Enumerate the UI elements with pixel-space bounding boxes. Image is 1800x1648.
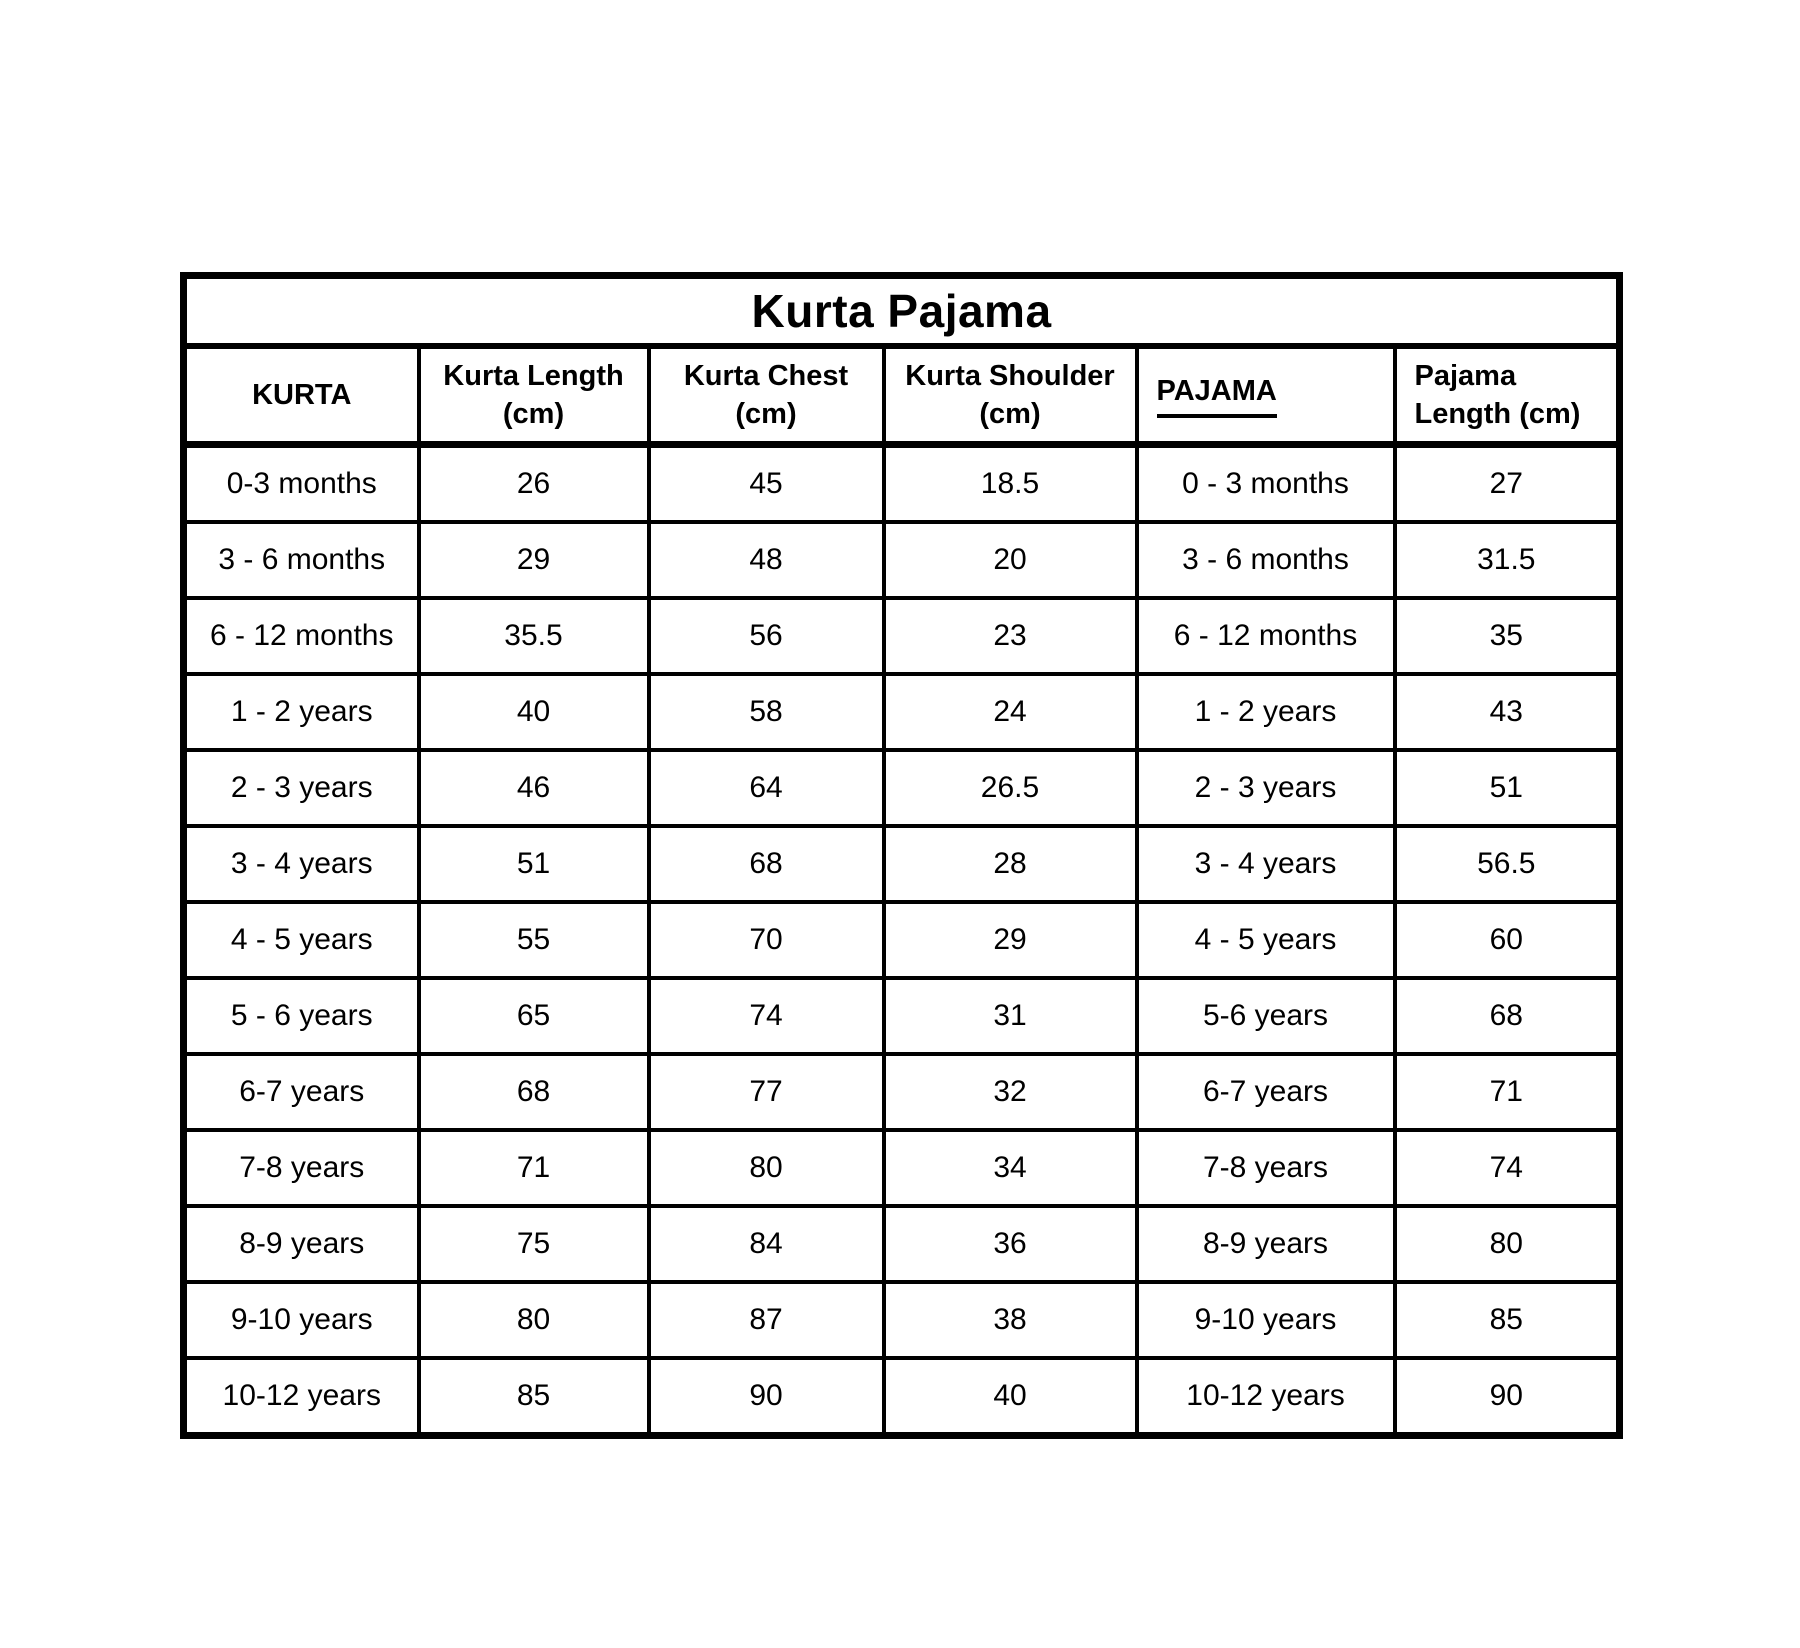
- pajama-length-value-cell: 27: [1395, 445, 1620, 523]
- pajama-size-cell: 3 - 6 months: [1137, 522, 1395, 598]
- table-row: [184, 522, 1620, 598]
- kurta-length-value-cell: 46: [419, 750, 649, 826]
- kurta-size-cell: 5 - 6 years: [184, 978, 419, 1054]
- kurta-shoulder-value-cell: 31: [884, 978, 1137, 1054]
- table-row: [184, 1206, 1620, 1282]
- kurta-shoulder-value-cell: 32: [884, 1054, 1137, 1130]
- kurta-chest-value-cell: 48: [649, 522, 884, 598]
- kurta-chest-value-cell: 64: [649, 750, 884, 826]
- kurta-chest-value-cell: 58: [649, 674, 884, 750]
- pajama-size-cell: 2 - 3 years: [1137, 750, 1395, 826]
- kurta-length-value-cell: 71: [419, 1130, 649, 1206]
- pajama-size-cell: 6 - 12 months: [1137, 598, 1395, 674]
- pajama-length-value-cell: 80: [1395, 1206, 1620, 1282]
- header-pajama-length: [1395, 346, 1620, 445]
- header-pajama-length-line1: Pajama: [1414, 359, 1517, 392]
- kurta-size-cell: 6-7 years: [184, 1054, 419, 1130]
- header-kurta-shoulder-line2: (cm): [979, 398, 1041, 430]
- pajama-size-cell: 8-9 years: [1137, 1206, 1395, 1282]
- kurta-chest-value-cell: 70: [649, 902, 884, 978]
- kurta-size-cell: 3 - 6 months: [184, 522, 419, 598]
- kurta-size-cell: 10-12 years: [184, 1358, 419, 1436]
- kurta-chest-value-cell: 87: [649, 1282, 884, 1358]
- kurta-size-cell: 4 - 5 years: [184, 902, 419, 978]
- pajama-length-value-cell: 71: [1395, 1054, 1620, 1130]
- kurta-length-value-cell: 55: [419, 902, 649, 978]
- table-row: [184, 674, 1620, 750]
- title-row: [184, 276, 1620, 347]
- kurta-chest-value-cell: 77: [649, 1054, 884, 1130]
- kurta-length-value-cell: 68: [419, 1054, 649, 1130]
- table-row: [184, 1282, 1620, 1358]
- pajama-length-value-cell: 85: [1395, 1282, 1620, 1358]
- pajama-length-value-cell: 51: [1395, 750, 1620, 826]
- pajama-size-cell: 4 - 5 years: [1137, 902, 1395, 978]
- kurta-size-cell: 3 - 4 years: [184, 826, 419, 902]
- kurta-chest-value-cell: 74: [649, 978, 884, 1054]
- table-row: [184, 445, 1620, 523]
- kurta-chest-value-cell: 90: [649, 1358, 884, 1436]
- kurta-length-value-cell: 26: [419, 445, 649, 523]
- kurta-shoulder-value-cell: 26.5: [884, 750, 1137, 826]
- header-kurta-shoulder-line1: Kurta Shoulder: [905, 359, 1115, 392]
- kurta-chest-value-cell: 68: [649, 826, 884, 902]
- header-kurta-shoulder: [884, 346, 1137, 445]
- pajama-length-value-cell: 68: [1395, 978, 1620, 1054]
- pajama-length-value-cell: 56.5: [1395, 826, 1620, 902]
- kurta-length-value-cell: 75: [419, 1206, 649, 1282]
- kurta-size-cell: 2 - 3 years: [184, 750, 419, 826]
- kurta-length-value-cell: 80: [419, 1282, 649, 1358]
- pajama-size-cell: 0 - 3 months: [1137, 445, 1395, 523]
- table-body: [184, 445, 1620, 1436]
- kurta-chest-value-cell: 80: [649, 1130, 884, 1206]
- kurta-shoulder-value-cell: 34: [884, 1130, 1137, 1206]
- pajama-size-cell: 10-12 years: [1137, 1358, 1395, 1436]
- pajama-size-cell: 9-10 years: [1137, 1282, 1395, 1358]
- table-row: [184, 826, 1620, 902]
- header-kurta-length-line2: (cm): [502, 398, 565, 430]
- size-chart-table: [180, 272, 1623, 1439]
- table-row: [184, 1054, 1620, 1130]
- pajama-length-value-cell: 60: [1395, 902, 1620, 978]
- pajama-length-value-cell: 43: [1395, 674, 1620, 750]
- kurta-size-cell: 9-10 years: [184, 1282, 419, 1358]
- kurta-shoulder-value-cell: 29: [884, 902, 1137, 978]
- kurta-chest-value-cell: 56: [649, 598, 884, 674]
- pajama-size-cell: 6-7 years: [1137, 1054, 1395, 1130]
- pajama-size-cell: 7-8 years: [1137, 1130, 1395, 1206]
- kurta-length-value-cell: 51: [419, 826, 649, 902]
- header-kurta-chest: [649, 346, 884, 445]
- header-kurta-label: KURTA: [252, 378, 352, 411]
- pajama-size-cell: 5-6 years: [1137, 978, 1395, 1054]
- header-pajama: [1137, 346, 1395, 445]
- kurta-size-cell: 7-8 years: [184, 1130, 419, 1206]
- header-kurta-length: [419, 346, 649, 445]
- header-row: [184, 346, 1620, 445]
- header-kurta-length-line1: Kurta Length: [443, 359, 624, 392]
- kurta-shoulder-value-cell: 23: [884, 598, 1137, 674]
- table-row: [184, 1358, 1620, 1436]
- kurta-length-value-cell: 85: [419, 1358, 649, 1436]
- header-kurta-chest-line1: Kurta Chest: [683, 359, 849, 392]
- kurta-shoulder-value-cell: 40: [884, 1358, 1137, 1436]
- kurta-shoulder-value-cell: 38: [884, 1282, 1137, 1358]
- table-row: [184, 750, 1620, 826]
- pajama-length-value-cell: 74: [1395, 1130, 1620, 1206]
- kurta-shoulder-value-cell: 24: [884, 674, 1137, 750]
- kurta-size-cell: 6 - 12 months: [184, 598, 419, 674]
- kurta-chest-value-cell: 84: [649, 1206, 884, 1282]
- table-row: [184, 978, 1620, 1054]
- header-kurta-chest-line2: (cm): [735, 398, 797, 430]
- table-row: [184, 598, 1620, 674]
- kurta-length-value-cell: 29: [419, 522, 649, 598]
- table-row: [184, 1130, 1620, 1206]
- kurta-length-value-cell: 40: [419, 674, 649, 750]
- header-kurta: [184, 346, 419, 445]
- table-row: [184, 902, 1620, 978]
- kurta-shoulder-value-cell: 18.5: [884, 445, 1137, 523]
- header-pajama-label: PAJAMA: [1157, 372, 1277, 417]
- kurta-size-cell: 0-3 months: [184, 445, 419, 523]
- kurta-chest-value-cell: 45: [649, 445, 884, 523]
- kurta-shoulder-value-cell: 36: [884, 1206, 1137, 1282]
- pajama-length-value-cell: 35: [1395, 598, 1620, 674]
- kurta-length-value-cell: 65: [419, 978, 649, 1054]
- table-title: Kurta Pajama: [184, 276, 1620, 347]
- kurta-size-cell: 1 - 2 years: [184, 674, 419, 750]
- kurta-length-value-cell: 35.5: [419, 598, 649, 674]
- pajama-size-cell: 3 - 4 years: [1137, 826, 1395, 902]
- pajama-length-value-cell: 31.5: [1395, 522, 1620, 598]
- header-pajama-length-line2: Length (cm): [1414, 398, 1581, 430]
- kurta-shoulder-value-cell: 28: [884, 826, 1137, 902]
- pajama-size-cell: 1 - 2 years: [1137, 674, 1395, 750]
- pajama-length-value-cell: 90: [1395, 1358, 1620, 1436]
- kurta-size-cell: 8-9 years: [184, 1206, 419, 1282]
- kurta-shoulder-value-cell: 20: [884, 522, 1137, 598]
